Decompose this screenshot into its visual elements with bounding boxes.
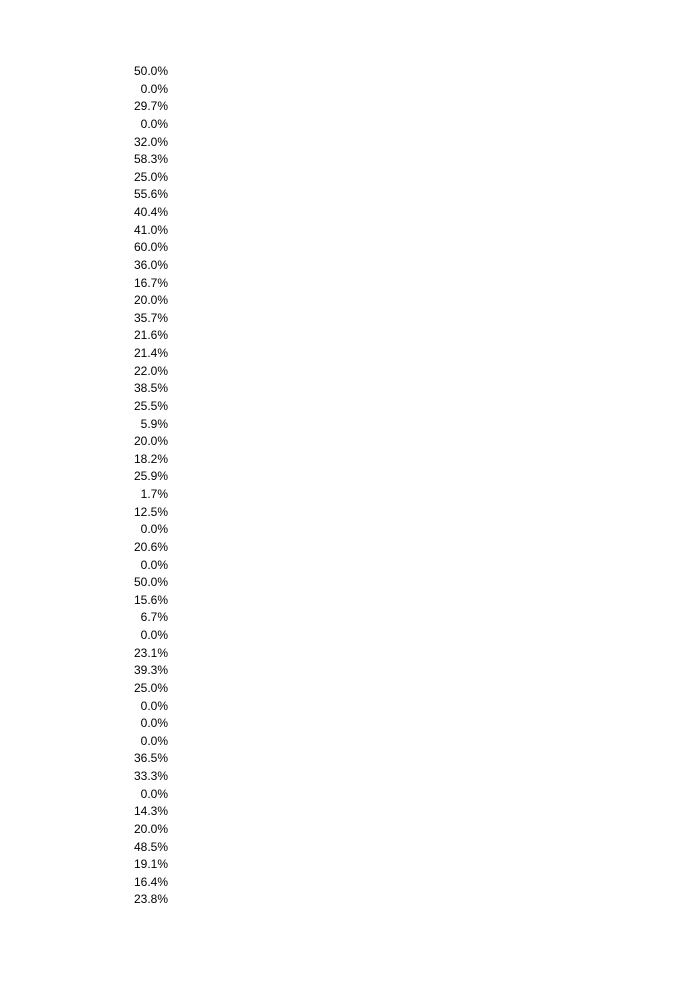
percentage-cell: 16.7% (133, 275, 168, 290)
percentage-cell: 40.4% (133, 205, 168, 219)
percentage-cell: 6.7% (140, 610, 168, 625)
percentage-cell: 38.5% (133, 381, 168, 396)
percentage-cell: 23.8% (133, 892, 168, 907)
percentage-cell: 20.0% (133, 434, 168, 449)
percentage-cell: 21.4% (133, 346, 168, 360)
percentage-cell: 16.4% (133, 874, 168, 889)
percentage-cell: 55.6% (133, 187, 168, 202)
percentage-cell: 18.2% (133, 451, 168, 466)
percentage-cell: 36.0% (133, 257, 168, 272)
percentage-cell: 0.0% (140, 522, 168, 537)
percentage-cell: 14.3% (133, 804, 168, 819)
percentage-cell: 20.0% (133, 821, 168, 836)
percentage-cell: 58.3% (133, 152, 168, 167)
percentage-cell: 20.0% (133, 293, 168, 308)
percentage-cell: 0.0% (140, 557, 168, 572)
percentage-cell: 21.6% (133, 328, 168, 343)
percentage-cell: 60.0% (133, 240, 168, 255)
percentage-cell: 25.9% (133, 469, 168, 484)
percentage-cell: 20.6% (133, 539, 168, 554)
percentage-cell: 22.0% (133, 363, 168, 378)
percentage-cell: 33.3% (133, 769, 168, 783)
percentage-cell: 0.0% (140, 786, 168, 801)
percentage-cell: 1.7% (140, 487, 168, 501)
percentage-cell: 0.0% (140, 628, 168, 642)
percentage-cell: 29.7% (133, 99, 168, 114)
percentage-cell: 35.7% (133, 310, 168, 325)
percentage-cell: 50.0% (133, 64, 168, 78)
percentage-column (120, 63, 168, 909)
percentage-cell: 0.0% (140, 698, 168, 713)
percentage-cell: 23.1% (133, 645, 168, 660)
percentage-cell: 48.5% (133, 839, 168, 854)
percentage-cell: 15.6% (133, 592, 168, 607)
percentage-cell: 0.0% (140, 81, 168, 96)
percentage-cell: 12.5% (133, 504, 168, 519)
percentage-cell: 36.5% (133, 751, 168, 766)
percentage-cell: 39.3% (133, 663, 168, 678)
percentage-cell: 5.9% (140, 416, 168, 431)
percentage-cell: 50.0% (133, 575, 168, 590)
percentage-cell: 0.0% (140, 716, 168, 731)
percentage-cell: 25.5% (133, 398, 168, 413)
percentage-cell: 25.0% (133, 680, 168, 695)
percentage-cell: 0.0% (140, 733, 168, 748)
percentage-cell: 25.0% (133, 169, 168, 184)
percentage-cell: 41.0% (133, 222, 168, 237)
percentage-cell: 0.0% (140, 116, 168, 131)
percentage-cell: 32.0% (133, 134, 168, 149)
percentage-cell: 19.1% (133, 857, 168, 872)
